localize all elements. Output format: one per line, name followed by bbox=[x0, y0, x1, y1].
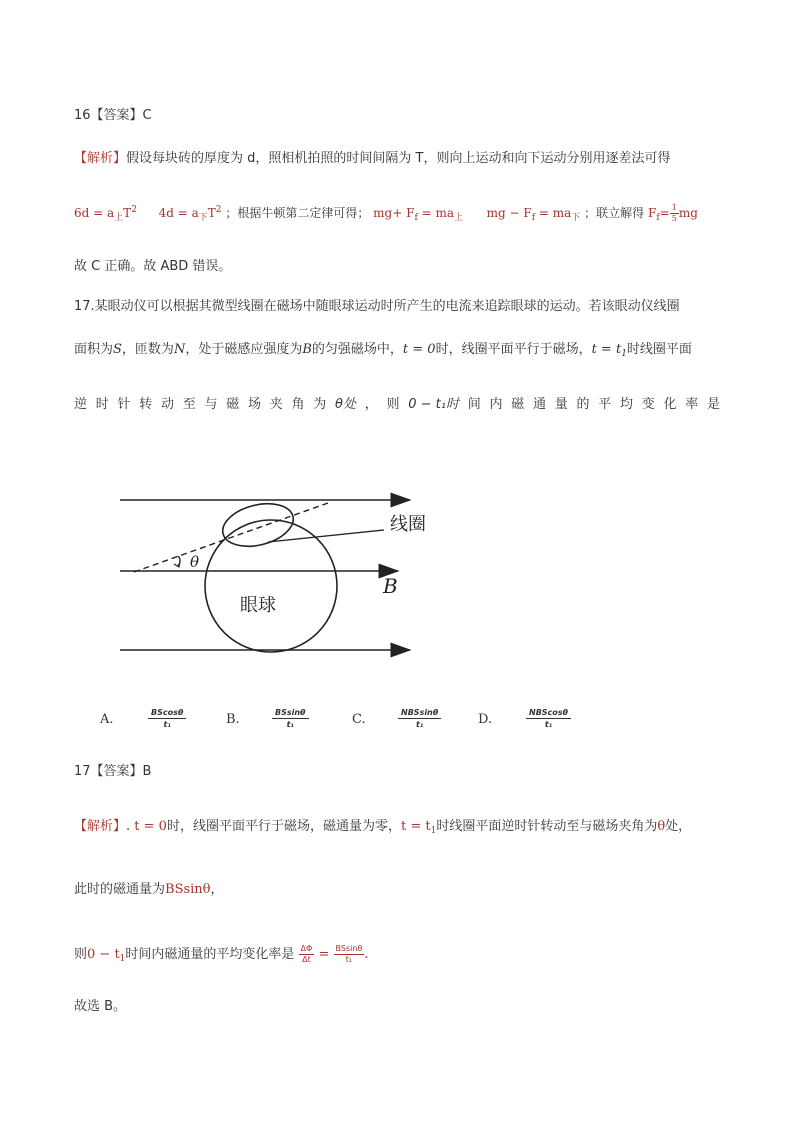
stem-char: 0 − t₁时 bbox=[408, 397, 459, 412]
stem-char: 通 bbox=[532, 397, 546, 412]
option-formula-b: BSsinθ t₁ bbox=[272, 707, 309, 730]
q16-equations bbox=[74, 200, 698, 228]
angle-label: θ bbox=[190, 553, 200, 571]
analysis-label: 【解析】 bbox=[74, 151, 127, 166]
stem-char: 磁 bbox=[226, 397, 240, 412]
q16-sep1: ；根据牛顿第二定律可得； bbox=[225, 206, 370, 220]
coil-plane-dashed-line bbox=[134, 503, 328, 572]
stem-char: 为 bbox=[313, 397, 327, 412]
option-letter-d: D. bbox=[478, 712, 493, 727]
eq-mg-plus: $mg+ F_f = ma_上$ bbox=[373, 206, 464, 223]
coil-label: 线圈 bbox=[390, 514, 426, 535]
q17-stem-line3 bbox=[74, 395, 720, 415]
q17-stem-line1: 17.某眼动仪可以根据其微型线圈在磁场中随眼球运动时所产生的电流来追踪眼球的运动。若该眼动仪线圈 bbox=[74, 299, 680, 314]
stem-char: 时 bbox=[95, 397, 109, 412]
stem-char: 磁 bbox=[511, 397, 525, 412]
stem-char: 变 bbox=[641, 397, 655, 412]
q17-analysis-line2: 此时的磁通量为BSsinθ， bbox=[74, 882, 224, 897]
stem-char: 均 bbox=[619, 397, 633, 412]
stem-char: 转 bbox=[139, 397, 153, 412]
stem-char: ， bbox=[364, 397, 378, 412]
stem-char: 与 bbox=[204, 397, 218, 412]
stem-char: 的 bbox=[576, 397, 590, 412]
eq-mg-minus: mg − $F_f = ma_下$ bbox=[486, 206, 581, 223]
option-formula-c: NBSsinθ t₁ bbox=[398, 707, 441, 730]
stem-char: 率 bbox=[685, 397, 699, 412]
option-letter-b: B. bbox=[226, 712, 240, 727]
option-formula-d: NBScosθ t₁ bbox=[526, 707, 571, 730]
stem-char: 角 bbox=[291, 397, 305, 412]
eyeball-circle bbox=[205, 520, 337, 652]
option-letter-c: C. bbox=[352, 712, 366, 727]
option-letter-a: A. bbox=[100, 712, 114, 727]
eq-ff: $F_f=$ $\frac{1}{5}$ mg bbox=[648, 203, 698, 223]
stem-char: θ处 bbox=[335, 397, 356, 412]
field-b-label: B bbox=[383, 574, 398, 598]
stem-char: 动 bbox=[161, 397, 175, 412]
stem-char: 针 bbox=[117, 397, 131, 412]
stem-char: 至 bbox=[182, 397, 196, 412]
option-formula-a: BScosθ t₁ bbox=[148, 707, 186, 730]
stem-char: 夹 bbox=[269, 397, 283, 412]
stem-char: 内 bbox=[489, 397, 503, 412]
eq-4d: $4d = a_下T^2$ bbox=[158, 205, 222, 223]
bssin-frac: $\frac{BSsin\theta}{\text{t₁}}$ bbox=[335, 944, 363, 964]
q16-sep2: ；联立解得 bbox=[584, 206, 645, 220]
coil-label-pointer bbox=[268, 530, 384, 542]
coil-ellipse bbox=[218, 497, 298, 553]
stem-char: 则 bbox=[386, 397, 400, 412]
q16-analysis: 【解析】假设每块砖的厚度为 d，照相机拍照的时间间隔为 T，则向上运动和向下运动分别用逐差法可得 bbox=[74, 151, 671, 166]
eyeball-label: 眼球 bbox=[240, 595, 276, 616]
coil-eyeball-figure bbox=[100, 480, 460, 680]
q16-answer-line: 16【答案】C bbox=[74, 108, 152, 123]
stem-char: 逆 bbox=[74, 397, 88, 412]
q17-analysis-line1: 【解析】. t = 0时，线圈平面平行于磁场，磁通量为零，$t = t_1$时线圈平面逆时针转动至与磁场夹角为θ处， bbox=[74, 819, 692, 836]
stem-char: 化 bbox=[663, 397, 677, 412]
stem-char: 平 bbox=[598, 397, 612, 412]
q17-analysis-line3: 则$0 - t_1$时间内磁通量的平均变化率是 $\frac{\Delta\Phi}{\Delta t}$ = $\frac{BSsin\theta}{\text{t₁}}$ . bbox=[74, 944, 369, 964]
q17-final: 故选 B。 bbox=[74, 999, 127, 1014]
stem-char: 间 bbox=[467, 397, 481, 412]
stem-char: 是 bbox=[706, 397, 720, 412]
delta-phi-frac: $\frac{\Delta\Phi}{\Delta t}$ bbox=[300, 944, 313, 964]
q16-conclusion: 故 C 正确。故 ABD 错误。 bbox=[74, 259, 232, 274]
stem-char: 量 bbox=[554, 397, 568, 412]
eq-6d: $6d = a_上T^2$ bbox=[74, 205, 137, 223]
q17-stem-line2: 面积为S，匝数为N，处于磁感应强度为B的匀强磁场中，t = 0时，线圈平面平行于磁场，$t = t_1$时线圈平面 bbox=[74, 342, 692, 359]
stem-char: 场 bbox=[248, 397, 262, 412]
q17-answer-line: 17【答案】B bbox=[74, 764, 152, 779]
